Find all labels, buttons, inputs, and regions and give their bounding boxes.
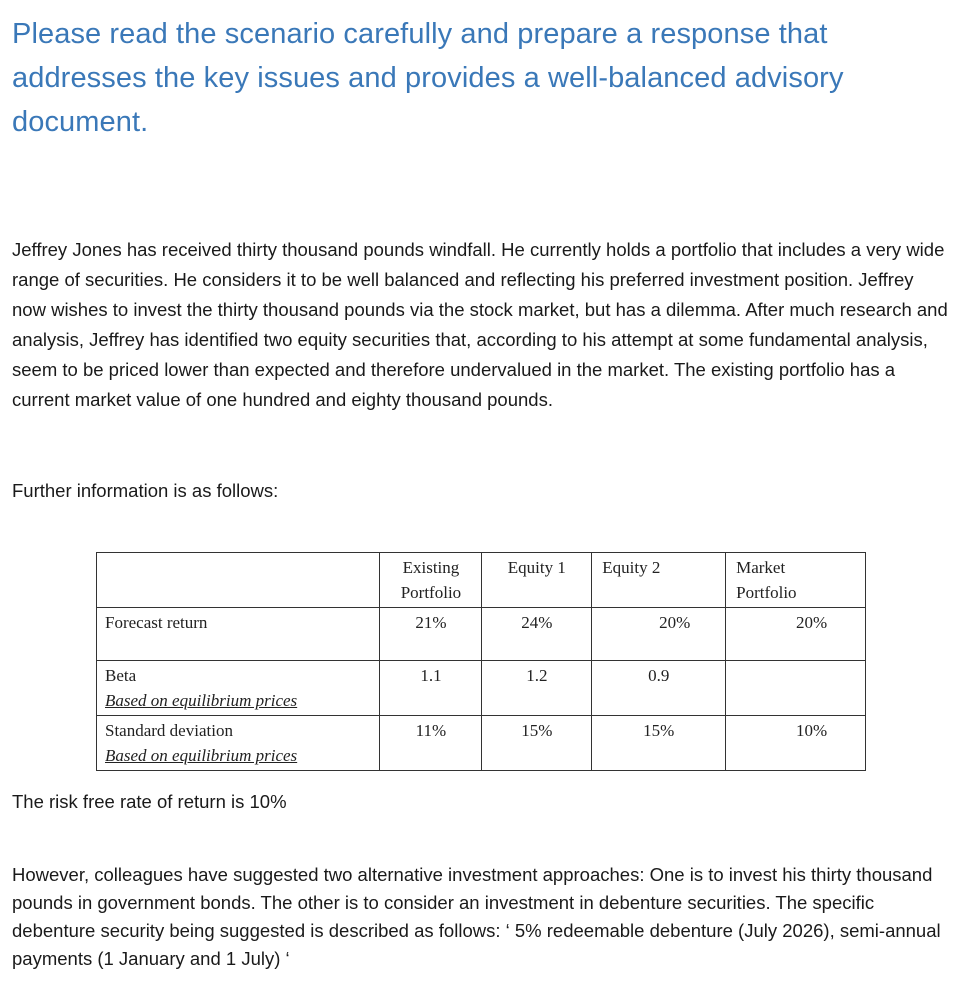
sd-market: 10% — [726, 716, 866, 771]
table-row — [97, 716, 866, 771]
header-equity-2: Equity 2 — [592, 553, 726, 608]
forecast-equity2: 20% — [592, 608, 726, 661]
table-row — [97, 661, 866, 716]
alternatives-paragraph: However, colleagues have suggested two alternative investment approaches: One is to invest his thirty thousand pounds in government bonds. The other is to consider an investment in debenture securities. The specific debenture security being suggested is described as follows: ‘ 5% redeemable debenture (July 2026), semi-annual payments (1 January and 1 July) ‘ — [12, 864, 941, 969]
portfolio-data-table — [96, 552, 866, 771]
table-row — [97, 608, 866, 661]
sd-existing: 11% — [380, 716, 482, 771]
beta-equity1: 1.2 — [482, 661, 592, 716]
beta-equity2: 0.9 — [592, 661, 726, 716]
header-existing-portfolio — [380, 553, 482, 608]
forecast-equity1: 24% — [482, 608, 592, 661]
beta-label-cell — [97, 661, 380, 716]
forecast-existing: 21% — [380, 608, 482, 661]
header-market-portfolio — [726, 553, 866, 608]
header-market-line1: Market — [736, 558, 786, 577]
header-existing-line1: Existing — [402, 558, 460, 577]
sd-equity1: 15% — [482, 716, 592, 771]
sd-note: Based on equilibrium prices — [105, 746, 298, 765]
sd-label-cell — [97, 716, 380, 771]
beta-label: Beta — [105, 666, 137, 685]
table-header-row — [97, 553, 866, 608]
scenario-paragraph: Jeffrey Jones has received thirty thousand pounds windfall. He currently holds a portfolio that includes a very wide range of securities. He considers it to be well balanced and reflecting his preferred investment position. Jeffrey now wishes to invest the thirty thousand pounds via the stock market, but has a dilemma. After much research and analysis, Jeffrey has identified two equity securities that, according to his attempt at some fundamental analysis, seem to be priced lower than expected and therefore undervalued in the market. The existing portfolio has a current market value of one hundred and eighty thousand pounds. — [12, 239, 948, 410]
instruction-heading: Please read the scenario carefully and prepare a response that addresses the key issues and provides a well-balanced advisory document. — [12, 18, 844, 138]
beta-note: Based on equilibrium prices — [105, 691, 298, 710]
further-info-label: Further information is as follows: — [12, 480, 279, 501]
risk-free-rate-text: The risk free rate of return is 10% — [12, 791, 287, 812]
header-market-line2: Portfolio — [736, 583, 797, 602]
forecast-return-label: Forecast return — [97, 608, 380, 661]
beta-market — [726, 661, 866, 716]
beta-existing: 1.1 — [380, 661, 482, 716]
header-equity-1: Equity 1 — [482, 553, 592, 608]
forecast-market: 20% — [726, 608, 866, 661]
table-corner-cell — [97, 553, 380, 608]
sd-label: Standard deviation — [105, 721, 233, 740]
header-existing-line2: Portfolio — [400, 583, 462, 602]
sd-equity2: 15% — [592, 716, 726, 771]
